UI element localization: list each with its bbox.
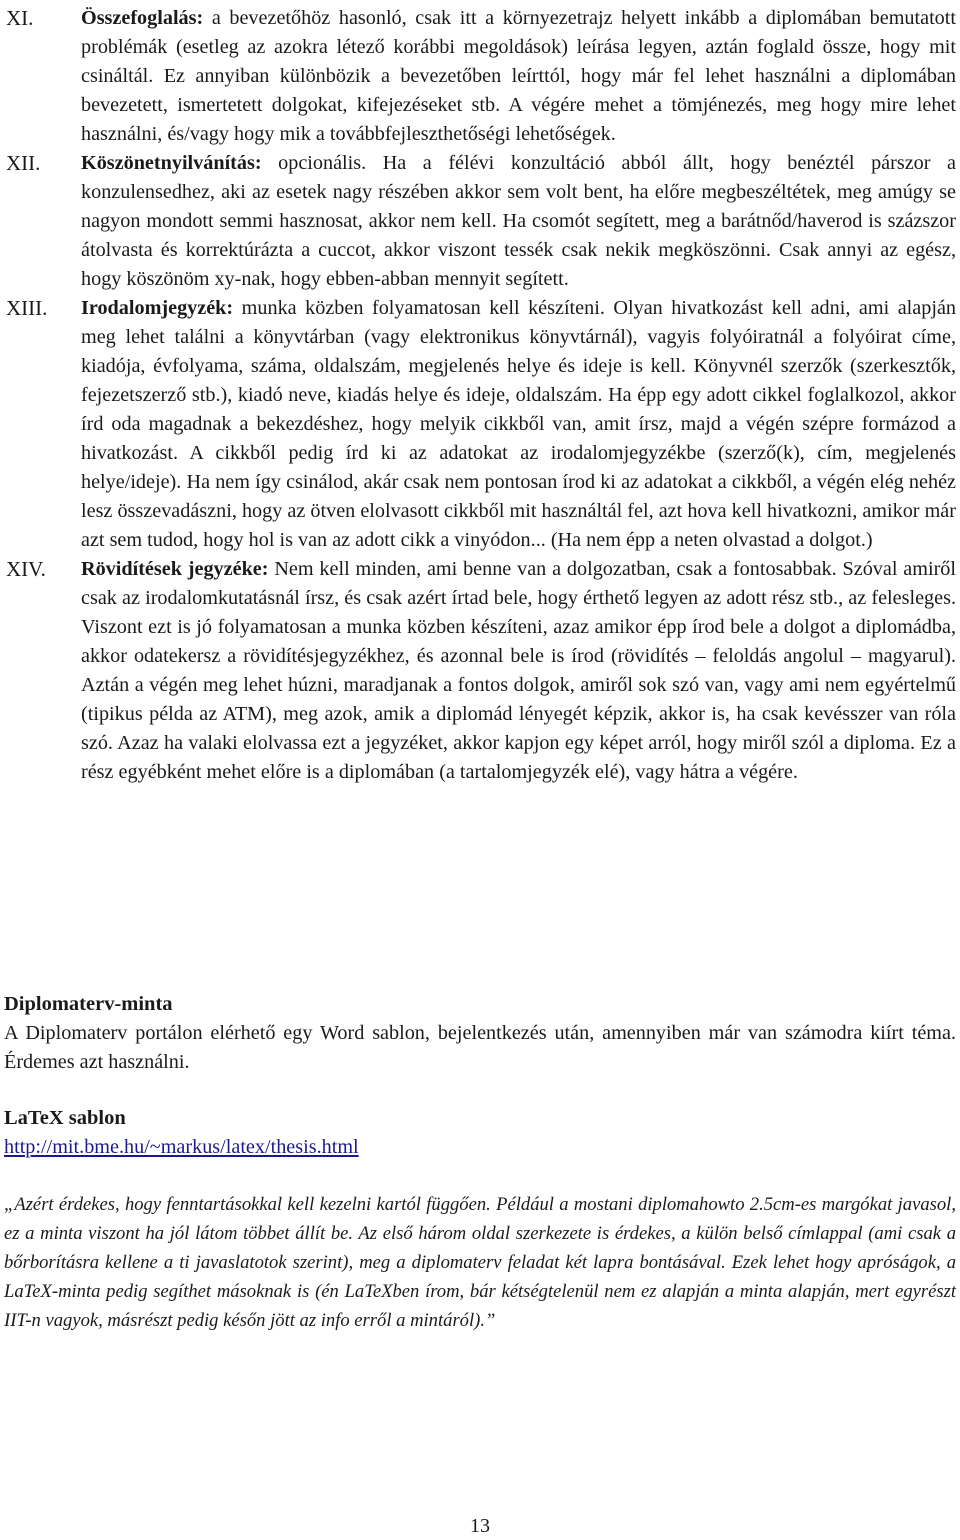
list-item-abbreviations xyxy=(0,555,960,787)
section-list xyxy=(0,4,960,787)
diplomaterv-text: A Diplomaterv portálon elérhető egy Word sablon, bejelentkezés után, amennyiben már van számodra kiírt téma. Érdemes azt használni. xyxy=(4,1022,956,1073)
list-item-bibliography xyxy=(0,294,960,555)
latex-heading: LaTeX sablon xyxy=(4,1107,126,1129)
latex-section xyxy=(4,1104,956,1162)
item-text: Nem kell minden, ami benne van a dolgozatban, csak a fontosabbak. Szóval amiről csak az irodalomkutatásnál írsz, és csak azért írtad bele, hogy érthető legyen az adott rész stb., az felesleges. Viszont ezt is jó folyamatosan a munka közben készíteni, azaz amikor épp írod bele a dolgot a diplomádba, akkor odatekersz a rövidítésjegyzékhez, és azonnal bele is írod (rövidítés – feloldás angolul – magyarul). Aztán a végén meg lehet húzni, maradjanak a fontos dolgok, amiről sok szó van, vagy ami nem egyértelmű (tipikus példa az ATM), meg azok, amik a diplomád lényegét képzik, akkor is, ha csak kevésszer van róla szó. Azaz ha valaki elolvassa ezt a jegyzéket, akkor kapjon egy képet arról, hogy miről szól a diploma. Ez a rész egyébként mehet előre is a diplomában (a tartalomjegyzék elé), vagy hátra a végére. xyxy=(81,558,956,783)
item-body xyxy=(81,555,956,787)
item-text: opcionális. Ha a félévi konzultáció abból állt, hogy benéztél párszor a konzulensedhez, aki az esetek nagy részében akkor sem volt bent, ha előre megbeszéltétek, meg amúgy se nagyon mondott semmi hasznosat, akkor nem kell. Ha csomót segített, meg a barátnőd/haverod is százszor átolvasta és korrektúrázta a cuccot, akkor viszont tessék csak nekik megköszönni. Csak annyi az egész, hogy köszönöm xy-nak, hogy ebben-abban mennyit segített. xyxy=(81,152,956,290)
item-label: Rövidítések jegyzéke: xyxy=(81,558,269,580)
list-item-acknowledgements xyxy=(0,149,960,294)
latex-template-link[interactable]: http://mit.bme.hu/~markus/latex/thesis.html xyxy=(4,1136,359,1158)
page-number: 13 xyxy=(470,1515,490,1537)
item-body xyxy=(81,149,956,294)
item-body xyxy=(81,294,956,555)
item-number: XI. xyxy=(6,6,34,30)
diplomaterv-heading: Diplomaterv-minta xyxy=(4,993,173,1015)
item-label: Összefoglalás: xyxy=(81,7,204,29)
item-number: XIV. xyxy=(6,557,46,581)
item-text: munka közben folyamatosan kell készíteni. Olyan hivatkozást kell adni, ami alapján meg lehet találni a könyvtárban (vagy elektronikus könyvtárnál), vagyis folyóiratnál a folyóirat címe, kiadója, évfolyama, száma, oldalszám, megjelenés helye és ideje is kell. Könyvnél szerzők (szerkesztők, fejezetszerző stb.), kiadó neve, kiadás helye és ideje, oldalszám. Ha épp egy adott cikkel foglalkozol, akkor írd oda magadnak a bekezdéshez, hogy melyik cikkből van, amit írsz, majd a végén szépre formázod a hivatkozást. A cikkből pedig írd ki az adatokat az irodalomjegyzékbe (szerző(k), cím, megjelenés helye/ideje). Ha nem így csinálod, akár csak nem pontosan írod ki az adatokat a cikkből, a végén elég nehéz lesz összevadászni, hogy az ötven elolvasott cikkből mit használtál fel, azt hova kell hivatkozni, amikor már azt sem tudod, hogy hol is van az adott cikk a vinyódon... (Ha nem épp a neten olvastad a dolgot.) xyxy=(81,297,956,551)
item-label: Köszönetnyilvánítás: xyxy=(81,152,262,174)
list-item-summary xyxy=(0,4,960,149)
item-number: XII. xyxy=(6,151,41,175)
quote-block: „Azért érdekes, hogy fenntartásokkal kell kezelni kartól függően. Például a mostani diplomahowto 2.5cm-es margókat javasol, ez a minta viszont ha jól látom többet állít be. Az első három oldal szerkezete is érdekes, a külön belső címlappal (ami csak a bőrborításra kellene a ti javaslatotok szerint), meg a diplomaterv feladat két lapra bontásával. Ezek lehet hogy apróságok, a LaTeX-minta pedig segíthet másoknak is (én LaTeXben írom, bár kétségtelenül nem ez alapján a minta alapján, mert egyrészt IIT-n vagyok, másrészt pedig későn jött az info erről a mintáról).” xyxy=(4,1194,956,1331)
diplomaterv-section xyxy=(4,990,956,1077)
item-text: a bevezetőhöz hasonló, csak itt a környezetrajz helyett inkább a diplomában bemutatott problémák (esetleg az azokra létező korábbi megoldások) leírása legyen, aztán foglald össze, hogy mit csináltál. Ez annyiban különbözik a bevezetőben leírttól, hogy már fel lehet használni a diplomában bevezetett, ismertetett dolgokat, kifejezéseket stb. A végére mehet a tömjénezés, meg hogy mire lehet használni, és/vagy hogy mik a továbbfejleszthetőségi lehetőségek. xyxy=(81,7,956,145)
item-label: Irodalomjegyzék: xyxy=(81,297,234,319)
item-number: XIII. xyxy=(6,296,48,320)
item-body xyxy=(81,4,956,149)
